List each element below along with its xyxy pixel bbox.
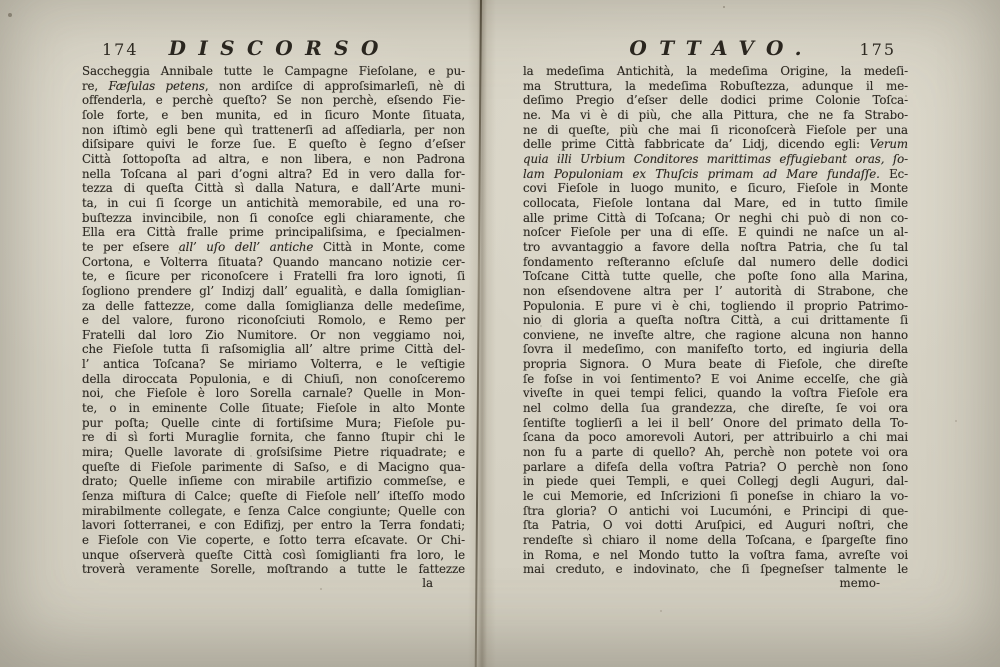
right-page [494, 0, 1000, 667]
text-line: queſte di Fieſole parimente di Saſso, e di Macigno qua- [82, 459, 465, 474]
text-line: Toſcane Città tutte quelle, che poſte ſono alla Marina, [523, 269, 908, 284]
left-running-title: DISCORSO [168, 36, 391, 60]
text-line: non eſsendovene altra per l’ autorità di Strabone, che [523, 283, 908, 298]
text-line: conviene, ne inveſte altre, che ragione alcuna non hanno [523, 327, 908, 342]
text-line: della diroccata Populonia, e di Chiuſi, non conoſceremo [82, 371, 465, 386]
text-line: lam Populoniam ex Thuſcis primam ad Mare fundaſſe. Ec- [523, 166, 908, 181]
text-line: te, e ſicure per riconoſcere i Fratelli fra loro ignoti, ſi [82, 269, 465, 284]
text-line: deſimo Pregio d’eſser delle dodici prime Colonie Toſca- [523, 93, 908, 108]
text-line: la medeſima Antichità, la medeſima Origine, la medeſi- [523, 64, 908, 78]
text-line: nel colmo della ſua grandezza, che direſte, ſe voi ora [523, 401, 908, 416]
text-line: rendeſte sì chiaro il nome della Toſcana, e ſpargeſte fino [523, 533, 908, 547]
text-line: drato; Quelle inſieme con mirabile artifizio commeſse, e [82, 474, 465, 489]
text-line: non iſtimò egli bene quì trattenerſi ad aſſediarla, per non [82, 122, 465, 137]
text-line: parlare a difeſa della voſtra Patria? O perchè non ſono [523, 459, 908, 474]
left-catchword: la [422, 576, 433, 590]
right-catchword: memo- [839, 576, 880, 590]
text-line: covi Fieſole in luogo munito, e ſicuro, Fieſole in Monte [523, 181, 908, 196]
text-line: ſogliono prendere gl’ Indizj dall’ egualità, e dalla ſomiglian- [82, 283, 465, 298]
text-line: ſta Patria, O voi dotti Aruſpici, ed Auguri noſtri, che [523, 518, 908, 533]
text-line: Cortona, e Volterra ſituata? Quando mancano notizie cer- [82, 254, 465, 269]
right-page-header [523, 36, 908, 62]
text-line: ſtra gloria? O antichi voi Lucumóni, e Principi di que- [523, 503, 908, 518]
text-line: buſtezza invincibile, non ſi conoſce egli chiaramente, che [82, 210, 465, 225]
text-line: ſentiſte toglierſi a lei il bell’ Onore del primato della To- [523, 415, 908, 430]
text-line: viveſte in quei tempi felici, quando la voſtra Fieſole era [523, 386, 908, 401]
text-line: te, o in eminente Colle ſituate; Fieſole in alto Monte [82, 401, 465, 416]
right-page-number: 175 [859, 40, 896, 59]
text-line: nio di gloria a queſta noſtra Città, a cui drittamente ſi [523, 313, 908, 328]
left-text-block [82, 64, 465, 577]
text-line: ma Struttura, la medeſima Robuſtezza, adunque il me- [523, 78, 908, 93]
text-line: nella Toſcana al pari d’ogni altra? Ed in vero dalla for- [82, 166, 465, 181]
text-line: mirabilmente collegate, e ſenza Calce congiunte; Quelle con [82, 503, 465, 518]
text-line: te per eſsere all’ uſo dell’ antiche Città in Monte, come [82, 239, 466, 254]
text-line: ſcana da poco amorevoli Autori, per attribuirlo a chi mai [523, 430, 908, 445]
text-line: ſole forte, e ben munita, ed in ſicuro Monte ſituata, [82, 107, 465, 122]
text-line: noſcer Fieſole per una di eſſe. E quindi ne naſce un al- [523, 225, 908, 240]
text-line: ſovra il medeſimo, con manifeſto torto, ed ingiuria della [523, 342, 908, 357]
text-line: ſe foſse in voi ſentimento? E voi Anime eccelſe, che già [523, 371, 908, 386]
text-line: offenderla, e perchè queſto? Se non perchè, eſsendo Fie- [82, 93, 465, 108]
text-line: che Fieſole tutta ſi raſsomiglia all’ altre prime Città del- [82, 342, 465, 357]
text-line: tro avvantaggio a favore della noſtra Patria, che ſu tal [523, 239, 908, 254]
text-line: lavori ſotterranei, e con Edifizj, per entro la Terra fondati; [82, 518, 465, 533]
right-text-block [523, 64, 908, 577]
text-line: in piede quei Templi, e quei Collegj degli Auguri, dal- [523, 474, 908, 489]
text-line: tezza di queſta Città sì dalla Natura, e dall’Arte muni- [82, 181, 465, 196]
right-running-title: OTTAVO. [629, 36, 814, 60]
text-line: troverà veramente Sorelle, moſtrando a tutte le fattezze [82, 562, 465, 577]
text-line: non fu a parte di quello? Ah, perchè non potete voi ora [523, 445, 908, 460]
text-line: noi, che Fieſole è loro Sorella carnale? Quelle in Mon- [82, 386, 465, 401]
text-line: alle prime Città di Toſcana; Or neghi chi può di non co- [523, 210, 908, 225]
text-line: Populonia. E pure vi è chi, togliendo il proprio Patrimo- [523, 298, 908, 313]
text-line: re di sì forti Muraglie fornita, che fanno ſtupir chi le [82, 430, 465, 445]
paper-specks [0, 0, 2, 2]
text-line: re, Fæſulas petens, non ardiſce di approſsimarleſi, nè di [82, 78, 465, 93]
text-line: l’ antica Toſcana? Se miriamo Volterra, e le veſtigie [82, 357, 465, 372]
text-line: ne. Ma vi è di più, che alla Pittura, che ne fa Strabo- [523, 107, 908, 122]
text-line: Ella era Città fralle prime principaliſsima, e ſpecialmen- [82, 225, 465, 240]
text-line: Saccheggia Annibale tutte le Campagne Fieſolane, e pu- [82, 64, 465, 78]
text-line: Fratelli dal loro Zio Numitore. Or non veggiamo noi, [82, 327, 465, 342]
text-line: za delle fattezze, come dalla ſomiglianza delle medeſime, [82, 298, 465, 313]
page-gutter-crease [468, 0, 496, 667]
text-line: mai creduto, e indovinato, che ſi ſpegneſser talmente le [523, 562, 908, 577]
left-page-header [82, 36, 465, 62]
text-line: mira; Quelle lavorate di groſsiſsime Pietre riquadrate; e [82, 445, 465, 460]
text-line: ta, in cui ſi ſcorge un antichità memorabile, ed una ro- [82, 195, 465, 210]
text-line: ne di queſte, più che mai ſi riconoſcerà Fieſole per una [523, 122, 908, 137]
left-page-number: 174 [102, 40, 139, 59]
text-line: e del valore, furono riconoſciuti Romolo, e Remo per [82, 313, 465, 328]
text-line: le cui Memorie, ed Inſcrizioni ſi poneſse in chiaro la vo- [523, 489, 908, 504]
text-line: ſenza miſtura di Calce; queſte di Fieſole nell’ iſteſſo modo [82, 489, 465, 504]
text-line: propria Signora. O Mura beate di Fieſole, che direſte [523, 357, 908, 372]
text-line: diſsipare quivi le forze ſue. E queſto è ſegno d’eſser [82, 137, 465, 152]
text-line: unque oſserverà queſte Città così ſomiglianti fra loro, le [82, 547, 465, 562]
text-line: collocata, Fieſole lontana dal Mare, ed in tutto ſimile [523, 195, 908, 210]
text-line: delle prime Città fabbricate da’ Lidj, dicendo egli: Verum [523, 137, 908, 152]
left-page [0, 0, 470, 667]
text-line: pur poſta; Quelle cinte di fortiſsime Mura; Fieſole pu- [82, 415, 465, 430]
text-line: fondamento reſteranno eſcluſe dal numero delle dodici [523, 254, 908, 269]
text-line: e Fieſole con Vie coperte, e ſotto terra eſcavate. Or Chi- [82, 533, 465, 547]
text-line: Città ſottopoſta ad altra, e non libera, e non Padrona [82, 151, 465, 166]
text-line: in Roma, e nel Mondo tutto la voſtra fama, avreſte voi [523, 547, 908, 562]
gutter-crease-line [475, 0, 482, 667]
text-line: quia illi Urbium Conditores marittimas effugiebant oras, ſo- [523, 151, 908, 166]
